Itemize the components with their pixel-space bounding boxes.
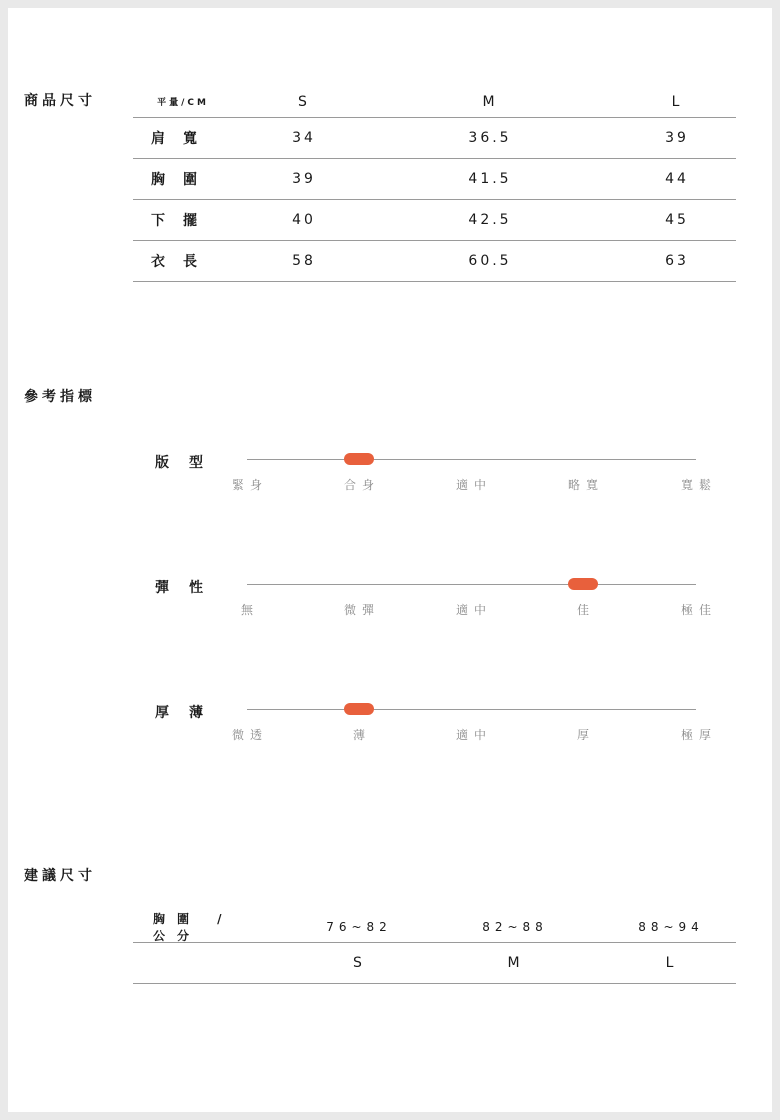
cell-s: 58 [292,253,316,269]
row-label: 衣長 [151,254,215,270]
row-label: 胸圍 [151,172,215,188]
section-title-recommend: 建議尺寸 [24,868,96,884]
indicator-thickness [133,705,736,759]
indicator-option: 適中 [455,728,492,742]
cell-l: 63 [665,253,689,269]
range-l: 88~94 [638,919,704,934]
indicator-label: 厚薄 [155,705,223,721]
column-header-m: M [482,93,498,110]
cell-l: 39 [665,130,689,146]
recommend-size-row [133,943,736,984]
indicator-marker [568,578,598,590]
cell-l: 44 [665,171,689,187]
unit-label: 平量/CM [157,98,209,108]
column-header-s: S [298,93,310,110]
indicator-option: 適中 [455,478,492,492]
indicator-marker [344,453,374,465]
indicator-option: 略寬 [567,478,604,492]
recommend-range-row [133,911,736,943]
indicator-option: 無 [240,603,259,617]
indicator-option: 適中 [455,603,492,617]
cell-l: 45 [665,212,689,228]
column-header-l: L [671,93,683,110]
indicator-track [247,709,696,710]
indicator-option: 寬鬆 [680,478,717,492]
cell-m: 42.5 [468,212,512,228]
size-m: M [507,955,523,971]
cell-s: 34 [292,130,316,146]
indicator-label: 版型 [155,455,223,471]
size-l: L [665,955,677,971]
cell-m: 60.5 [468,253,512,269]
range-s: 76~82 [326,919,392,934]
table-row [133,118,736,159]
indicator-option: 薄 [352,728,371,742]
page [8,8,772,1112]
indicator-option: 佳 [576,603,595,617]
cell-s: 40 [292,212,316,228]
indicator-option: 合身 [343,478,380,492]
table-row [133,241,736,282]
size-table-header [133,86,736,118]
cell-m: 36.5 [468,130,512,146]
indicator-option: 緊身 [231,478,268,492]
indicator-option: 極佳 [680,603,717,617]
indicator-option: 微透 [231,728,268,742]
cell-m: 41.5 [468,171,512,187]
recommend-label: 胸圍 / 公分 [153,911,234,943]
indicator-label: 彈性 [155,580,223,596]
indicator-track [247,459,696,460]
table-row [133,159,736,200]
indicator-option: 厚 [576,728,595,742]
section-title-product-size: 商品尺寸 [24,93,96,109]
table-row [133,200,736,241]
section-title-reference: 參考指標 [24,389,96,405]
indicator-marker [344,703,374,715]
indicator-option: 微彈 [343,603,380,617]
indicator-elasticity [133,580,736,634]
cell-s: 39 [292,171,316,187]
size-table [133,86,736,282]
recommend-table [133,911,736,984]
size-s: S [353,955,365,971]
indicator-option: 極厚 [680,728,717,742]
indicator-fit [133,455,736,509]
row-label: 肩寬 [151,131,215,147]
row-label: 下擺 [151,213,215,229]
indicator-track [247,584,696,585]
range-m: 82~88 [482,919,548,934]
